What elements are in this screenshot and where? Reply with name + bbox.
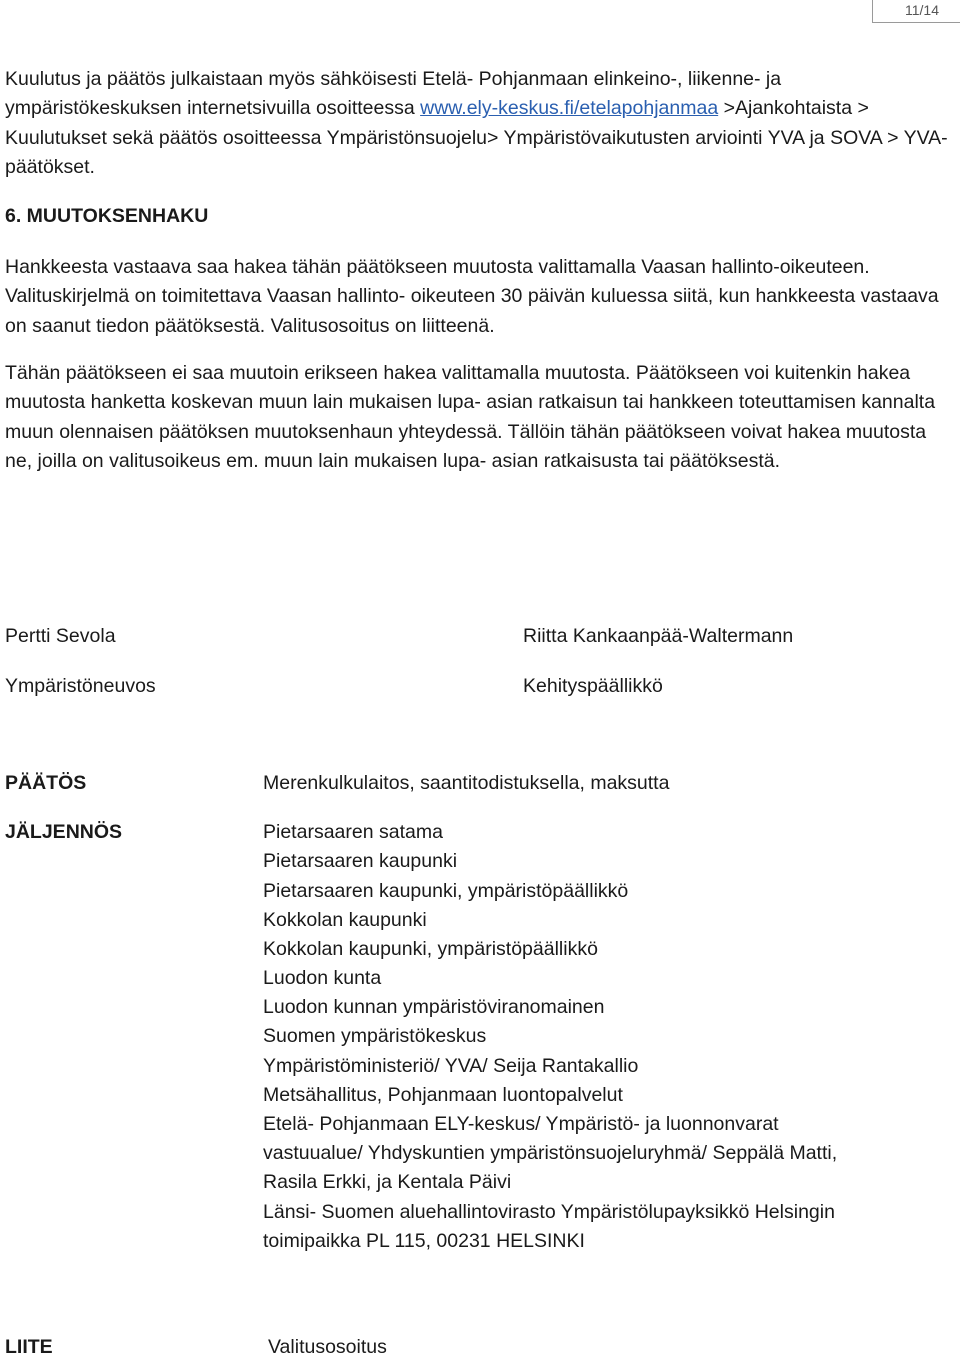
copy-recipient: Ympäristöministeriö/ YVA/ Seija Rantakallio <box>263 1055 639 1077</box>
signer-right-title: Kehityspäällikkö <box>523 675 663 697</box>
intro-paragraph <box>5 65 955 183</box>
attachment-name: Valitusosoitus <box>268 1336 387 1358</box>
page-number-frame <box>872 0 960 23</box>
jaljennos-label: JÄLJENNÖS <box>5 821 123 843</box>
copy-recipient: Kokkolan kaupunki <box>263 909 427 931</box>
signer-left-name: Pertti Sevola <box>5 625 116 647</box>
copy-recipient: Suomen ympäristökeskus <box>263 1025 487 1047</box>
copy-recipient: Kokkolan kaupunki, ympäristöpäällikkö <box>263 938 598 960</box>
intro-text-start: Kuulutus ja päätös julkaistaan myös sähköisesti Etelä- Pohjanmaan elinkeino-, liikenne- ja ympäristökeskuksen internetsivuilla osoitteessa <box>5 68 782 120</box>
restriction-paragraph: Tähän päätökseen ei saa muutoin erikseen hakea valittamalla muutosta. Päätökseen voi kuitenkin hakea muutosta hanketta koskevan muun lain mukaisen lupa- asian ratkaisun tai hankkeen toteuttamisen kannalta muun olennaisen päätöksen muutoksenhaun yhteydessä. Tällöin tähän päätökseen voivat hakea muutosta ne, joilla on valitusoikeus em. muun lain mukaisen lupa- asian ratkaisusta tai päätöksestä. <box>5 362 936 473</box>
copy-recipient: Länsi- Suomen aluehallintovirasto Ympäristölupayksikkö Helsingin <box>263 1201 835 1223</box>
intro-text-end: >Ajankohtaista > Kuulutukset sekä päätös osoitteessa Ympäristönsuojelu> Ympäristövaikutusten arviointi YVA ja SOVA > YVA- päätökset. <box>5 97 948 179</box>
paatos-label: PÄÄTÖS <box>5 772 87 794</box>
ely-keskus-link[interactable]: www.ely-keskus.fi/etelapohjanmaa <box>420 97 719 120</box>
signer-right-name: Riitta Kankaanpää-Waltermann <box>523 625 794 647</box>
copy-recipient: Etelä- Pohjanmaan ELY-keskus/ Ympäristö- ja luonnonvarat <box>263 1113 779 1135</box>
copy-recipient: Rasila Erkki, ja Kentala Päivi <box>263 1171 512 1193</box>
copy-recipient: Pietarsaaren kaupunki <box>263 850 458 872</box>
liite-label: LIITE <box>5 1336 53 1358</box>
appeal-paragraph: Hankkeesta vastaava saa hakea tähän päätökseen muutosta valittamalla Vaasan hallinto-oikeuteen. Valituskirjelmä on toimitettava Vaasan hallinto- oikeuteen 30 päivän kuluessa siitä, kun hankkeesta vastaava on saanut tiedon päätöksestä. Valitusosoitus on liitteenä. <box>5 256 939 337</box>
copy-recipient: Luodon kunta <box>263 967 382 989</box>
copy-recipient: Metsähallitus, Pohjanmaan luontopalvelut <box>263 1084 623 1106</box>
page-number: 11/14 <box>905 2 939 18</box>
section-heading-muutoksenhaku: 6. MUUTOKSENHAKU <box>5 205 209 227</box>
copy-recipient: Pietarsaaren satama <box>263 821 443 843</box>
copy-recipient: Luodon kunnan ympäristöviranomainen <box>263 996 605 1018</box>
copy-recipient: toimipaikka PL 115, 00231 HELSINKI <box>263 1230 585 1252</box>
paatos-recipient: Merenkulkulaitos, saantitodistuksella, maksutta <box>263 772 670 794</box>
copy-recipient: Pietarsaaren kaupunki, ympäristöpäällikkö <box>263 880 629 902</box>
signer-left-title: Ympäristöneuvos <box>5 675 156 697</box>
copy-recipient: vastuualue/ Yhdyskuntien ympäristönsuojeluryhmä/ Seppälä Matti, <box>263 1142 838 1164</box>
